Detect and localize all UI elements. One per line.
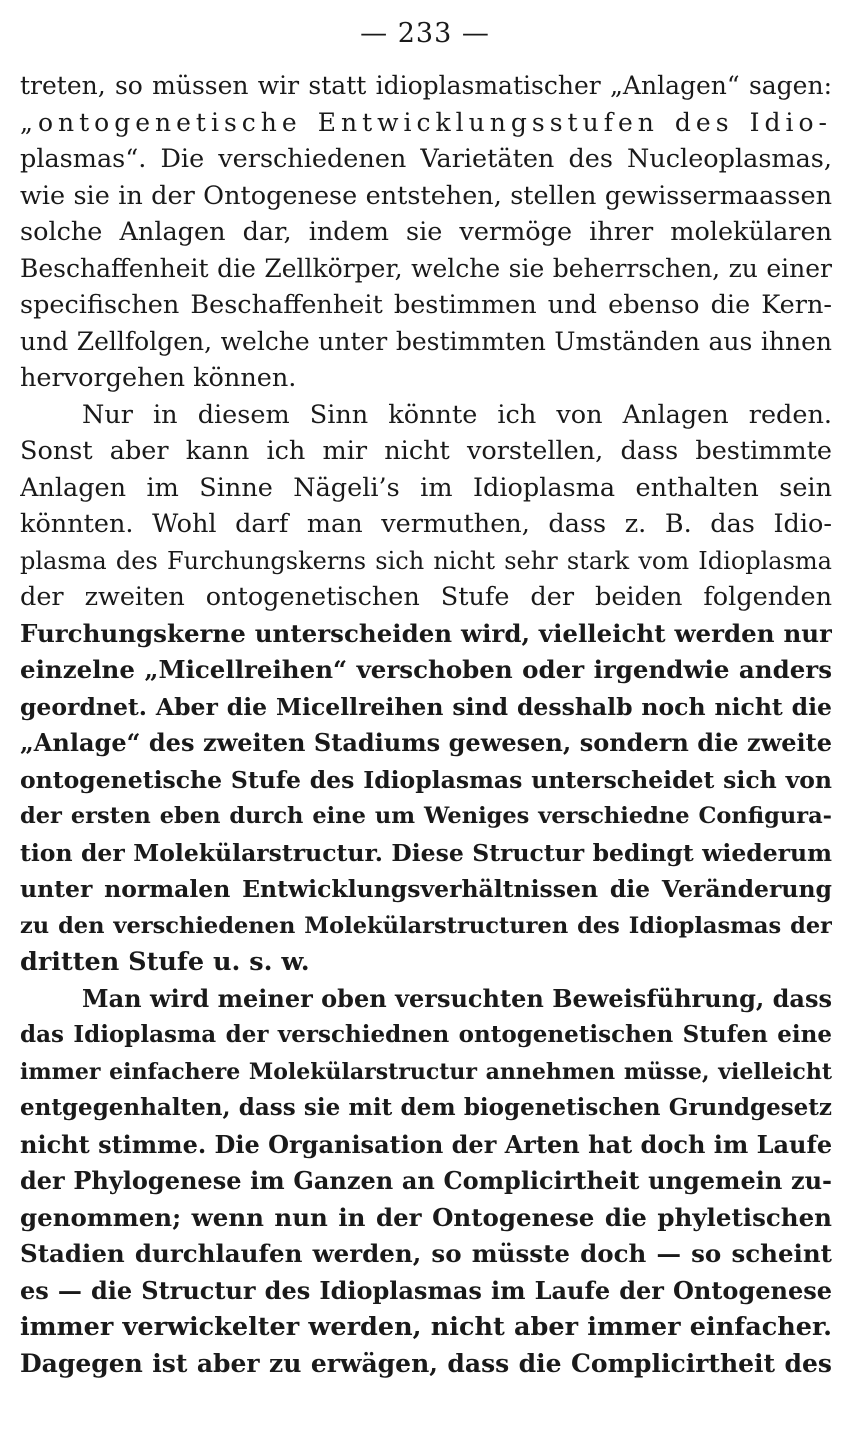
text-line: wie sie in der Ontogenese entstehen, stellen gewissermaassen <box>20 180 832 211</box>
text-body <box>20 68 832 1382</box>
paragraph-3 <box>20 981 832 1383</box>
text-line: ontogenetische Stufe des Idioplasmas unterscheidet sich von <box>20 765 832 794</box>
text-line: es — die Structur des Idioplasmas im Laufe der Ontogenese <box>20 1275 832 1305</box>
text-line: tion der Molekülarstructur. Diese Structur bedingt wiederum <box>20 838 832 867</box>
text-line: specifischen Beschaffenheit bestimmen und ebenso die Kern- <box>20 290 832 320</box>
text-line: nicht stimme. Die Organisation der Arten hat doch im Laufe <box>20 1129 832 1159</box>
text-line: dritten Stufe u. s. w. <box>20 947 310 977</box>
text-line: geordnet. Aber die Micellreihen sind desshalb noch nicht die <box>20 692 832 721</box>
text-line: könnten. Wohl darf man vermuthen, dass z. B. das Idio- <box>20 509 832 539</box>
text-line: „Anlage“ des zweiten Stadiums gewesen, sondern die zweite <box>20 728 832 757</box>
text-line: Beschaffenheit die Zellkörper, welche sie beherrschen, zu einer <box>20 253 832 283</box>
text-line: Sonst aber kann ich mir nicht vorstellen, dass bestimmte <box>20 436 832 466</box>
text-line: „ontogenetische Entwicklungsstufen des Idio- <box>20 107 832 137</box>
text-line: Stadien durchlaufen werden, so müsste doch — so scheint <box>20 1239 832 1268</box>
text-line: zu den verschiedenen Molekülarstructuren des Idioplasmas der <box>20 912 832 939</box>
text-line: unter normalen Entwicklungsverhältnissen die Veränderung <box>20 875 832 903</box>
text-line: entgegenhalten, dass sie mit dem biogenetischen Grundgesetz <box>20 1094 832 1121</box>
text-line: genommen; wenn nun in der Ontogenese die phyletischen <box>20 1202 832 1232</box>
text-line: Man wird meiner oben versuchten Beweisführung, dass <box>82 983 832 1013</box>
text-line: der zweiten ontogenetischen Stufe der beiden folgenden <box>20 582 832 612</box>
text-line: Anlagen im Sinne Nägeli’s im Idioplasma enthalten sein <box>20 472 832 503</box>
text-line: immer verwickelter werden, nicht aber immer einfacher. <box>20 1312 832 1342</box>
text-line: Dagegen ist aber zu erwägen, dass die Complicirtheit des <box>20 1348 832 1378</box>
paragraph-2 <box>20 397 832 981</box>
text-line: und Zellfolgen, welche unter bestimmten Umständen aus ihnen <box>20 326 832 356</box>
text-line: hervorgehen können. <box>20 363 297 393</box>
text-line: immer einfachere Molekülarstructur annehmen müsse, vielleicht <box>20 1058 832 1085</box>
text-line: solche Anlagen dar, indem sie vermöge ihrer molekülaren <box>20 217 832 247</box>
text-line: treten, so müssen wir statt idioplasmatischer „Anlagen“ sagen: <box>20 71 832 100</box>
text-line: der ersten eben durch eine um Weniges verschiedne Configura- <box>20 803 832 829</box>
text-line: plasmas“. Die verschiedenen Varietäten des Nucleoplasmas, <box>20 144 832 174</box>
text-line: das Idioplasma der verschiednen ontogenetischen Stufen eine <box>20 1021 832 1048</box>
text-line: der Phylogenese im Ganzen an Complicirtheit ungemein zu- <box>20 1166 832 1195</box>
text-line: einzelne „Micellreihen“ verschoben oder irgendwie anders <box>20 655 832 684</box>
paragraph-1 <box>20 68 832 397</box>
text-line: Nur in diesem Sinn könnte ich von Anlagen reden. <box>82 399 832 430</box>
text-line: Furchungskerne unterscheiden wird, vielleicht werden nur <box>20 618 832 648</box>
page-number: — 233 — <box>360 18 490 49</box>
text-line: plasma des Furchungskerns sich nicht sehr stark vom Idioplasma <box>20 546 832 575</box>
